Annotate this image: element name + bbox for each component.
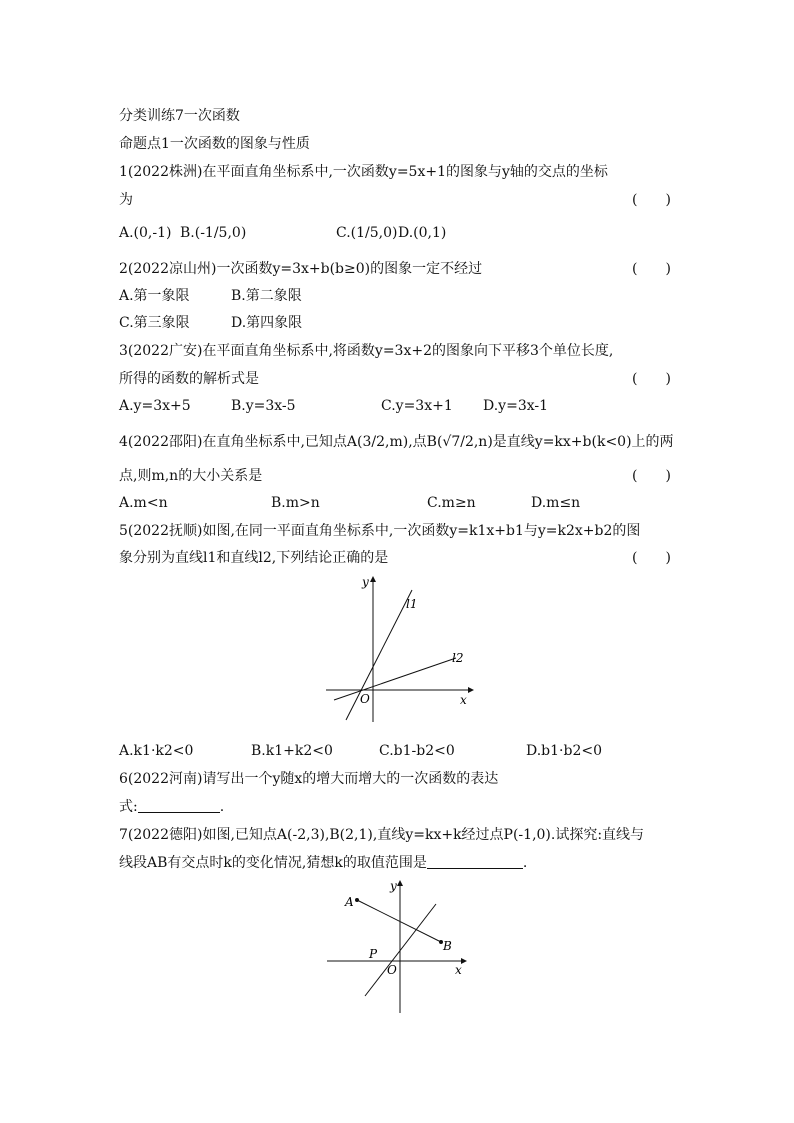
q5-label-x: x xyxy=(460,693,467,707)
q3-option-b: B.y=3x-5 xyxy=(231,398,296,414)
q5-label-l1: l1 xyxy=(406,597,418,611)
q2-option-d: D.第四象限 xyxy=(231,315,303,331)
q1-option-d: D.(0,1) xyxy=(398,225,447,241)
q1-option-a: A.(0,-1) xyxy=(119,225,172,241)
q2-answer-paren: ( ) xyxy=(632,261,671,277)
q4-answer-paren: ( ) xyxy=(632,468,671,484)
q3-option-d: D.y=3x-1 xyxy=(483,398,549,414)
q7-label-origin: O xyxy=(387,963,397,977)
q2-option-b: B.第二象限 xyxy=(231,288,302,304)
q5-line-l2 xyxy=(334,658,456,700)
q7-answer-blank[interactable] xyxy=(427,853,523,869)
q4-option-a: A.m<n xyxy=(119,495,168,511)
q5-label-origin: O xyxy=(360,692,370,706)
q6-stem-cont xyxy=(119,797,224,817)
q5-answer-paren: ( ) xyxy=(632,550,671,566)
q2-option-c: C.第三象限 xyxy=(119,315,190,331)
q4-option-c: C.m≥n xyxy=(427,495,476,511)
q6-answer-blank[interactable] xyxy=(138,797,220,813)
q1-option-b: B.(-1/5,0) xyxy=(180,225,247,241)
q2-option-a: A.第一象限 xyxy=(119,288,190,304)
q7-segment-ab xyxy=(357,900,441,942)
q3-stem-cont: 所得的函数的解析式是 xyxy=(119,371,259,387)
q5-label-y: y xyxy=(362,575,369,589)
q4-option-d: D.m≤n xyxy=(531,495,581,511)
q5-option-d: D.b1·b2<0 xyxy=(526,743,603,759)
q3-option-a: A.y=3x+5 xyxy=(119,398,191,414)
q5-option-b: B.k1+k2<0 xyxy=(251,743,333,759)
q1-answer-paren: ( ) xyxy=(632,192,671,208)
q5-option-c: C.b1-b2<0 xyxy=(379,743,455,759)
q7-period: . xyxy=(522,855,528,871)
q4-stem-cont: 点,则m,n的大小关系是 xyxy=(119,468,263,484)
q6-stem: 6(2022河南)请写出一个y随x的增大而增大的一次函数的表达 xyxy=(119,771,499,787)
q1-option-c: C.(1/5,0) xyxy=(336,225,398,241)
q7-label-x: x xyxy=(455,963,462,977)
q3-stem: 3(2022广安)在平面直角坐标系中,将函数y=3x+2的图象向下平移3个单位长度, xyxy=(119,343,614,359)
q4-stem: 4(2022邵阳)在直角坐标系中,已知点A(3/2,m),点B(√7/2,n)是直线y=kx+b(k<0)上的两 xyxy=(119,434,674,450)
q5-label-l2: l2 xyxy=(452,651,464,665)
q5-figure xyxy=(318,572,478,727)
q7-stem-text: 线段AB有交点时k的变化情况,猜想k的取值范围是 xyxy=(119,855,427,871)
q2-stem: 2(2022凉山州)一次函数y=3x+b(b≥0)的图象一定不经过 xyxy=(119,261,483,277)
q5-option-a: A.k1·k2<0 xyxy=(119,743,194,759)
q5-x-arrow xyxy=(468,687,474,693)
q1-stem-cont: 为 xyxy=(119,192,133,208)
q6-prefix: 式: xyxy=(119,799,138,815)
q7-label-p: P xyxy=(369,947,378,961)
q3-option-c: C.y=3x+1 xyxy=(381,398,453,414)
q4-option-b: B.m>n xyxy=(271,495,320,511)
q7-stem-cont xyxy=(119,853,527,873)
q7-point-a xyxy=(355,898,359,902)
q5-y-arrow xyxy=(370,576,376,582)
q7-figure xyxy=(323,878,473,1018)
q7-label-a: A xyxy=(345,895,354,909)
q1-stem: 1(2022株洲)在平面直角坐标系中,一次函数y=5x+1的图象与y轴的交点的坐标 xyxy=(119,164,608,180)
page-title: 分类训练7一次函数 xyxy=(119,108,240,124)
q3-answer-paren: ( ) xyxy=(632,371,671,387)
q5-stem-cont: 象分别为直线l1和直线l2,下列结论正确的是 xyxy=(119,550,389,566)
q7-label-y: y xyxy=(390,879,397,893)
q7-stem: 7(2022德阳)如图,已知点A(-2,3),B(2,1),直线y=kx+k经过点P(-1,0).试探究:直线与 xyxy=(119,827,645,843)
section-heading: 命题点1一次函数的图象与性质 xyxy=(119,136,310,152)
q5-stem: 5(2022抚顺)如图,在同一平面直角坐标系中,一次函数y=k1x+b1与y=k2x+b2的图 xyxy=(119,523,641,539)
q6-period: . xyxy=(219,799,225,815)
q7-label-b: B xyxy=(443,939,452,953)
q7-y-arrow xyxy=(397,880,403,886)
q5-line-l1 xyxy=(346,590,412,720)
q7-x-arrow xyxy=(461,958,467,964)
